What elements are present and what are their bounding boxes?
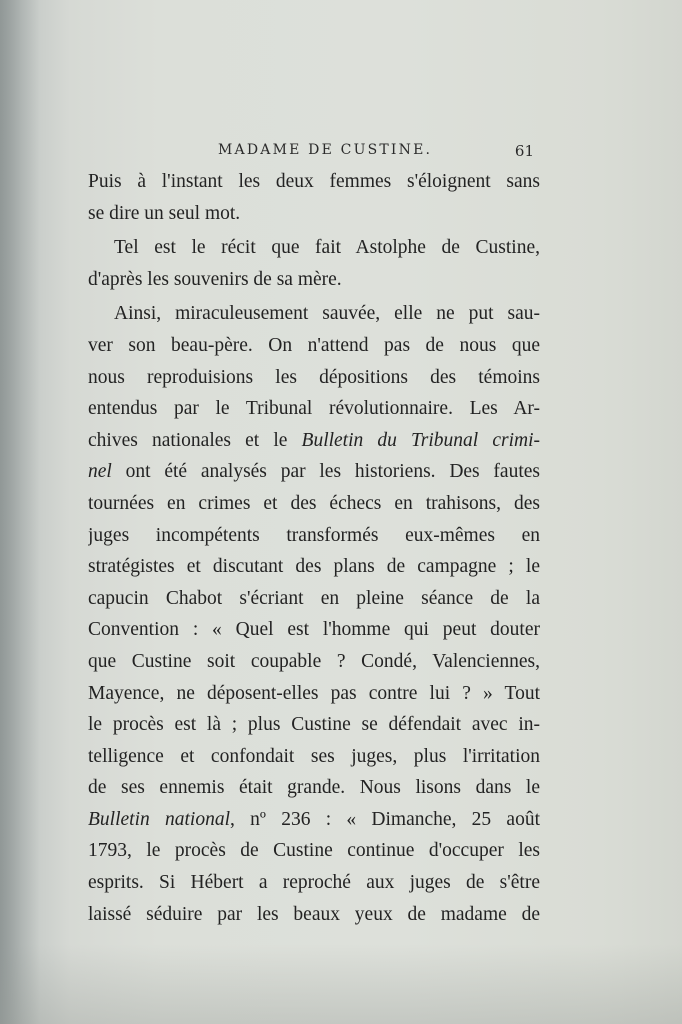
- paragraph-1: [88, 166, 540, 229]
- italic-title: Bulletin du Tribunal crimi-: [301, 429, 540, 451]
- paragraph-2: [88, 232, 540, 295]
- text-line: entendus par le Tribunal révolutionnaire. Les Ar-: [88, 398, 540, 420]
- text-line: Convention : « Quel est l'homme qui peut douter: [88, 619, 540, 641]
- page-header: [88, 138, 540, 162]
- text-line: [88, 804, 540, 836]
- text-line: stratégistes et discutant des plans de campagne ; le: [88, 556, 540, 578]
- text-line: que Custine soit coupable ? Condé, Valenciennes,: [88, 650, 540, 672]
- text-line: se dire un seul mot.: [88, 202, 241, 224]
- text-line: telligence et confondait ses juges, plus l'irritation: [88, 745, 540, 767]
- text-line: ver son beau-père. On n'attend pas de nous que: [88, 334, 540, 356]
- text-run: , nº 236 : « Dimanche, 25 août: [230, 808, 540, 830]
- text-line: juges incompétents transformés eux-mêmes en: [88, 524, 540, 546]
- page-number: 61: [514, 142, 534, 160]
- running-title: MADAME DE CUSTINE.: [218, 142, 433, 158]
- text-line: 1793, le procès de Custine continue d'occuper les: [88, 840, 540, 862]
- text-line: Puis à l'instant les deux femmes s'éloignent sans: [88, 171, 540, 192]
- text-line: [88, 425, 540, 457]
- text-line: [88, 456, 540, 488]
- body-text: [88, 166, 540, 930]
- text-run: chives nationales et le: [88, 429, 302, 451]
- italic-title: Bulletin national: [88, 808, 231, 830]
- text-run: ont été analysés par les historiens. Des fautes: [111, 461, 540, 483]
- text-line: esprits. Si Hébert a reproché aux juges de s'être: [88, 872, 540, 894]
- text-line: laissé séduire par les beaux yeux de madame de: [88, 903, 540, 925]
- paragraph-3: [88, 298, 540, 930]
- text-line: le procès est là ; plus Custine se défendait avec in-: [88, 714, 540, 736]
- binding-shadow: [0, 0, 40, 1024]
- text-line: de ses ennemis était grande. Nous lisons dans le: [88, 777, 540, 799]
- bottom-shadow: [0, 944, 682, 1024]
- text-line: Mayence, ne déposent-elles pas contre lui ? » Tout: [88, 682, 540, 704]
- text-line: capucin Chabot s'écriant en pleine séance de la: [88, 587, 540, 609]
- text-line: d'après les souvenirs de sa mère.: [88, 268, 342, 290]
- text-line: nous reproduisions les dépositions des témoins: [88, 366, 540, 388]
- italic-title: nel: [88, 461, 112, 483]
- text-line: Tel est le récit que fait Astolphe de Custine,: [114, 237, 540, 259]
- text-line: tournées en crimes et des échecs en trahisons, des: [88, 492, 540, 514]
- text-line: Ainsi, miraculeusement sauvée, elle ne put sau-: [114, 303, 540, 325]
